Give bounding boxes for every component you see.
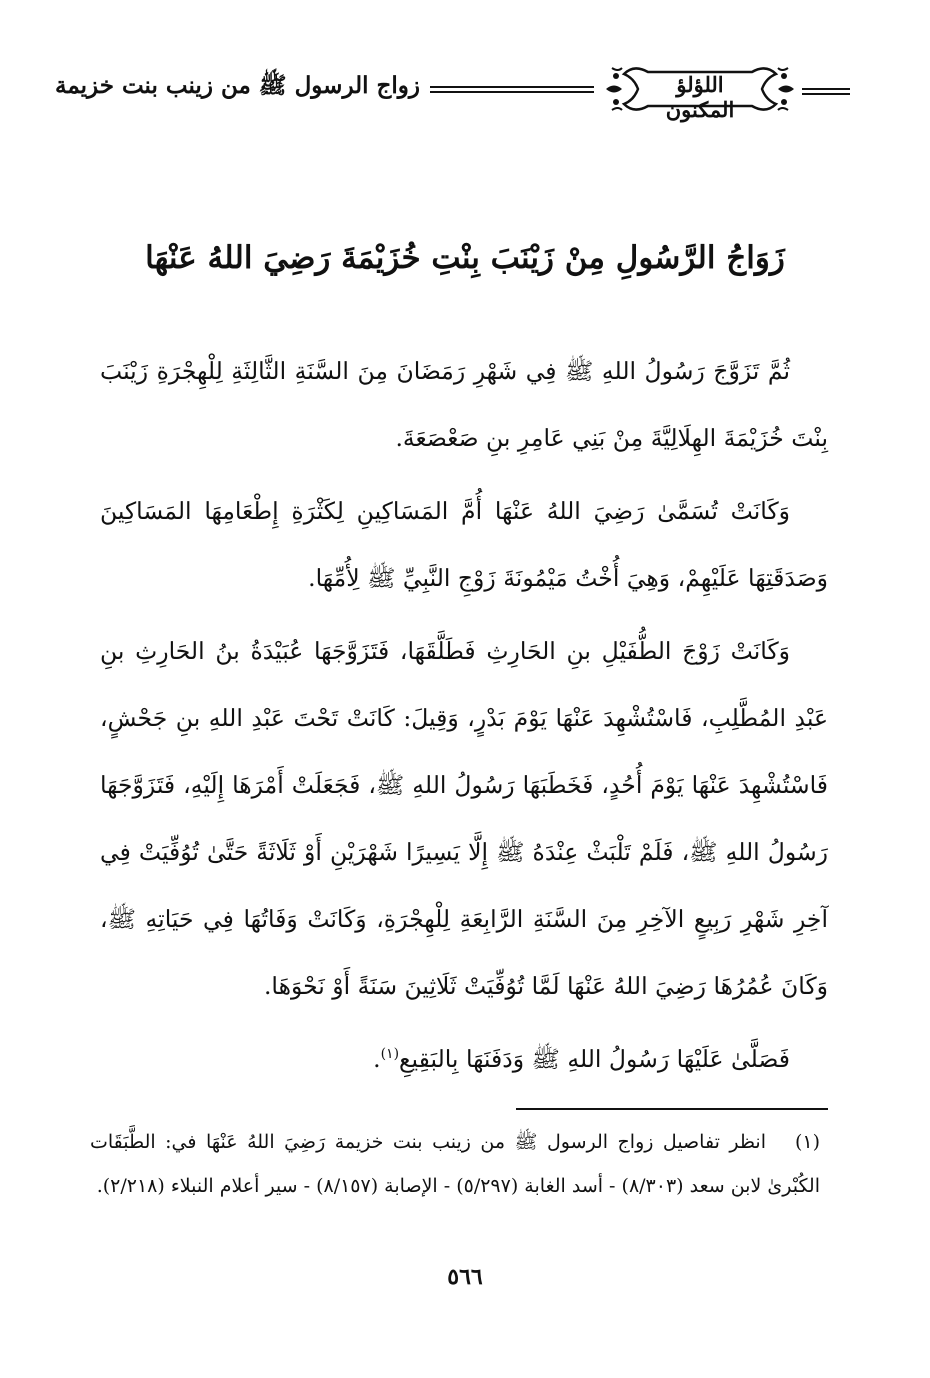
body-text (100, 338, 828, 1099)
chapter-heading: زَوَاجُ الرَّسُولِ مِنْ زَيْنَبَ بِنْتِ خُزَيْمَةَ رَضِيَ اللهُ عَنْهَا (145, 240, 785, 276)
footnote-separator (516, 1108, 828, 1110)
paragraph-last (100, 1026, 828, 1093)
running-header (55, 54, 850, 124)
header-rule-middle (430, 86, 594, 88)
page-number: ٥٦٦ (447, 1264, 483, 1290)
footnote (90, 1120, 820, 1208)
running-chapter-title: زواج الرسول ﷺ من زينب بنت خزيمة (55, 72, 420, 99)
paragraph: وَكَانَتْ تُسَمَّىٰ رَضِيَ اللهُ عَنْهَا أُمَّ المَسَاكِينِ لِكَثْرَةِ إِطْعَامِهَا المَسَاكِينَ وَصَدَقَتِهَا عَلَيْهِمْ، وَهِيَ أُخْتُ مَيْمُونَةَ زَوْجِ النَّبِيِّ ﷺ لِأُمِّهَا. (100, 497, 828, 592)
paragraph: وَكَانَتْ زَوْجَ الطُّفَيْلِ بنِ الحَارِثِ فَطَلَّقَهَا، فَتَزَوَّجَهَا عُبَيْدَةُ بنُ الحَارِثِ بنِ عَبْدِ المُطَّلِبِ، فَاسْتُشْهِدَ عَنْهَا يَوْمَ بَدْرٍ، وَقِيلَ: كَانَتْ تَحْتَ عَبْدِ اللهِ بنِ جَحْشٍ، فَاسْتُشْهِدَ عَنْهَا يَوْمَ أُحُدٍ، فَخَطَبَهَا رَسُولُ اللهِ ﷺ، فَجَعَلَتْ أَمْرَهَا إِلَيْهِ، فَتَزَوَّجَهَا رَسُولُ اللهِ ﷺ، فَلَمْ تَلْبَثْ عِنْدَهُ ﷺ إِلَّا يَسِيرًا شَهْرَيْنِ أَوْ ثَلَاثَةً حَتَّىٰ تُوُفِّيَتْ فِي آخِرِ شَهْرِ رَبِيعٍ الآخِرِ مِنَ السَّنَةِ الرَّابِعَةِ لِلْهِجْرَةِ، وَكَانَتْ وَفَاتُهَا فِي حَيَاتِهِ ﷺ، وَكَانَ عُمُرُهَا رَضِيَ اللهُ عَنْهَا لَمَّا تُوُفِّيَتْ ثَلَاثِينَ سَنَةً أَوْ نَحْوَهَا. (100, 637, 828, 1000)
paragraph: ثُمَّ تَزَوَّجَ رَسُولُ اللهِ ﷺ فِي شَهْرِ رَمَضَانَ مِنَ السَّنَةِ الثَّالِثَةِ لِلْهِجْرَةِ زَيْنَبَ بِنْتَ خُزَيْمَةَ الهِلَالِيَّةَ مِنْ بَنِي عَامِرِ بنِ صَعْصَعَةَ. (100, 357, 828, 452)
footnote-reference[interactable]: (١) (380, 1046, 400, 1063)
book-title: اللؤلؤ المكنون (665, 72, 735, 122)
paragraph-text: فَصَلَّىٰ عَلَيْهَا رَسُولُ اللهِ ﷺ وَدَفَنَهَا بِالبَقِيعِ (399, 1045, 790, 1073)
header-rule-right (802, 88, 850, 90)
footnote-number: (١) (794, 1131, 820, 1153)
footnote-text: انظر تفاصيل زواج الرسول ﷺ من زينب بنت خزيمة رَضِيَ اللهُ عَنْهَا في: الطَّبَقَات الكُبْرىٰ لابن سعد (٨/٣٠٣) - أسد الغابة (٥/٢٩٧) - الإصابة (٨/١٥٧) - سير أعلام النبلاء (٢/٢١٨). (90, 1131, 820, 1197)
paragraph-end-mark: . (373, 1045, 381, 1073)
